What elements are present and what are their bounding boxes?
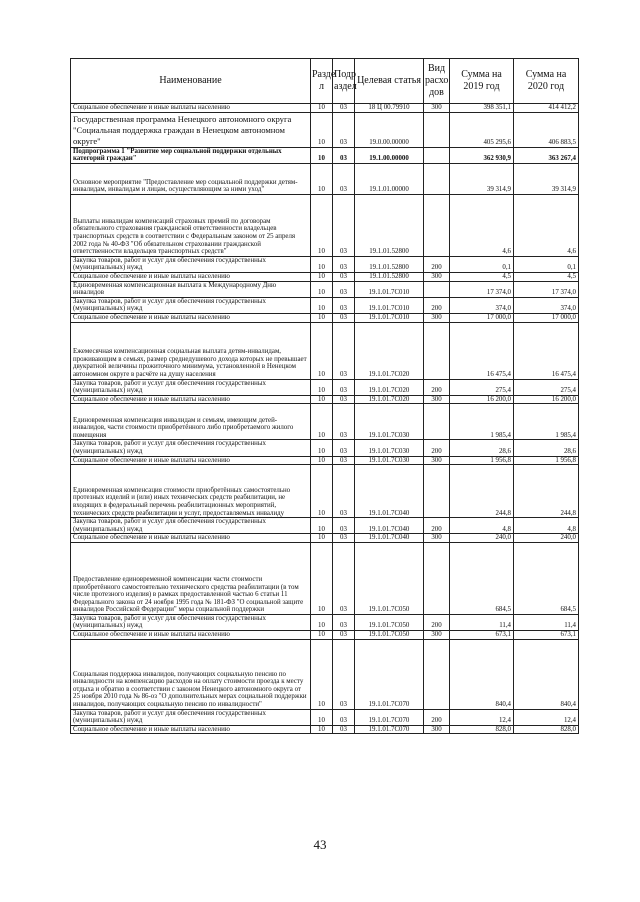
table-row bbox=[71, 534, 579, 543]
row-name: Единовременная компенсация стоимости приобретённых самостоятельно протезных изделий и (или) иных технических средств реабилитации, не входящих в федеральный перечень реабилитационных мероприятий, технических средств реабилитации и услуг, предоставляемых инвалиду bbox=[71, 465, 311, 518]
row-sum-2019: 28,6 bbox=[450, 440, 514, 456]
row-sum-2019: 244,8 bbox=[450, 465, 514, 518]
row-name: Закупка товаров, работ и услуг для обеспечения государственных (муниципальных) нужд bbox=[71, 256, 311, 272]
table-row bbox=[71, 379, 579, 395]
row-name: Закупка товаров, работ и услуг для обеспечения государственных (муниципальных) нужд bbox=[71, 440, 311, 456]
row-section: 10 bbox=[311, 709, 333, 725]
row-name: Социальное обеспечение и иные выплаты населению bbox=[71, 534, 311, 543]
row-sum-2020: 16 200,0 bbox=[514, 395, 579, 404]
row-subsection: 03 bbox=[333, 297, 355, 313]
row-name: Закупка товаров, работ и услуг для обеспечения государственных (муниципальных) нужд bbox=[71, 518, 311, 534]
row-section: 10 bbox=[311, 725, 333, 734]
row-sum-2020: 1 956,8 bbox=[514, 456, 579, 465]
row-exp-type: 200 bbox=[424, 379, 450, 395]
row-exp-type bbox=[424, 465, 450, 518]
col-header-name: Наименование bbox=[71, 59, 311, 104]
row-name: Основное мероприятие "Предоставление мер социальной поддержки детям-инвалидам, инвалидам и лицам, осуществляющим за ними уход" bbox=[71, 163, 311, 194]
col-header-sum-2019: Сумма на 2019 год bbox=[450, 59, 514, 104]
row-name: Ежемесячная компенсационная социальная выплата детям-инвалидам, проживающим в семьях, размер среднедушевого дохода которых не превышает двукратной величины прожиточного минимума, установленной в Ненецком автономном округе в расчёте на душу населения bbox=[71, 322, 311, 379]
row-subsection: 03 bbox=[333, 542, 355, 614]
col-header-sum-2020: Сумма на 2020 год bbox=[514, 59, 579, 104]
row-exp-type: 300 bbox=[424, 395, 450, 404]
row-name: Государственная программа Ненецкого автономного округа "Социальная поддержка граждан в Ненецком автономном округе" bbox=[71, 112, 311, 147]
row-sum-2020: 4,8 bbox=[514, 518, 579, 534]
table-row bbox=[71, 281, 579, 297]
row-sum-2019: 16 475,4 bbox=[450, 322, 514, 379]
row-subsection: 03 bbox=[333, 104, 355, 113]
row-subsection: 03 bbox=[333, 322, 355, 379]
row-exp-type: 300 bbox=[424, 725, 450, 734]
table-row bbox=[71, 631, 579, 640]
row-target: 19.1.01.7С020 bbox=[355, 379, 424, 395]
row-sum-2019: 840,4 bbox=[450, 639, 514, 709]
row-name: Социальное обеспечение и иные выплаты населению bbox=[71, 272, 311, 281]
budget-table bbox=[70, 58, 579, 734]
row-target: 18 Ц 00.79910 bbox=[355, 104, 424, 113]
row-exp-type: 300 bbox=[424, 104, 450, 113]
row-target: 19.1.01.7С030 bbox=[355, 404, 424, 440]
row-sum-2019: 828,0 bbox=[450, 725, 514, 734]
row-section: 10 bbox=[311, 322, 333, 379]
row-sum-2019: 4,8 bbox=[450, 518, 514, 534]
row-exp-type bbox=[424, 639, 450, 709]
row-subsection: 03 bbox=[333, 112, 355, 147]
table-row bbox=[71, 297, 579, 313]
row-name: Социальное обеспечение и иные выплаты населению bbox=[71, 104, 311, 113]
row-sum-2020: 12,4 bbox=[514, 709, 579, 725]
row-subsection: 03 bbox=[333, 379, 355, 395]
row-subsection: 03 bbox=[333, 147, 355, 163]
row-target: 19.1.01.7С010 bbox=[355, 281, 424, 297]
col-header-target: Целевая статья bbox=[355, 59, 424, 104]
row-sum-2019: 275,4 bbox=[450, 379, 514, 395]
row-subsection: 03 bbox=[333, 272, 355, 281]
row-subsection: 03 bbox=[333, 163, 355, 194]
row-subsection: 03 bbox=[333, 456, 355, 465]
row-section: 10 bbox=[311, 404, 333, 440]
row-sum-2020: 673,1 bbox=[514, 631, 579, 640]
row-sum-2020: 414 412,2 bbox=[514, 104, 579, 113]
row-target: 19.1.01.7С020 bbox=[355, 395, 424, 404]
row-sum-2020: 17 374,0 bbox=[514, 281, 579, 297]
row-exp-type: 300 bbox=[424, 272, 450, 281]
row-subsection: 03 bbox=[333, 281, 355, 297]
row-target: 19.1.01.7С070 bbox=[355, 725, 424, 734]
row-section: 10 bbox=[311, 112, 333, 147]
table-row bbox=[71, 542, 579, 614]
row-sum-2020: 28,6 bbox=[514, 440, 579, 456]
row-target: 19.1.01.7С020 bbox=[355, 322, 424, 379]
row-sum-2020: 16 475,4 bbox=[514, 322, 579, 379]
row-name: Социальное обеспечение и иные выплаты населению bbox=[71, 631, 311, 640]
row-exp-type: 200 bbox=[424, 297, 450, 313]
col-header-exp-type: Вид расхо дов bbox=[424, 59, 450, 104]
row-section: 10 bbox=[311, 542, 333, 614]
row-name: Социальная поддержка инвалидов, получающих социальную пенсию по инвалидности на компенсацию расходов на оплату стоимости проезда к месту отдыха и обратно в соответствии с законом Ненецкого автономного округа от 25 ноября 2010 года № 86-оз "О дополнительных мерах социальной поддержки инвалидов, получающих социальную пенсию по инвалидности" bbox=[71, 639, 311, 709]
row-exp-type bbox=[424, 194, 450, 256]
row-name: Закупка товаров, работ и услуг для обеспечения государственных (муниципальных) нужд bbox=[71, 379, 311, 395]
row-subsection: 03 bbox=[333, 404, 355, 440]
row-section: 10 bbox=[311, 639, 333, 709]
row-target: 19.1.01.52800 bbox=[355, 194, 424, 256]
row-sum-2020: 363 267,4 bbox=[514, 147, 579, 163]
row-sum-2019: 39 314,9 bbox=[450, 163, 514, 194]
row-section: 10 bbox=[311, 440, 333, 456]
row-sum-2019: 0,1 bbox=[450, 256, 514, 272]
row-name: Социальное обеспечение и иные выплаты населению bbox=[71, 725, 311, 734]
table-row bbox=[71, 256, 579, 272]
row-target: 19.1.01.00000 bbox=[355, 163, 424, 194]
row-exp-type: 200 bbox=[424, 256, 450, 272]
row-target: 19.1.01.7С050 bbox=[355, 631, 424, 640]
row-name: Закупка товаров, работ и услуг для обеспечения государственных (муниципальных) нужд bbox=[71, 297, 311, 313]
row-sum-2020: 1 985,4 bbox=[514, 404, 579, 440]
row-subsection: 03 bbox=[333, 256, 355, 272]
row-target: 19.1.01.7С070 bbox=[355, 709, 424, 725]
row-name: Закупка товаров, работ и услуг для обеспечения государственных (муниципальных) нужд bbox=[71, 709, 311, 725]
row-sum-2020: 275,4 bbox=[514, 379, 579, 395]
row-subsection: 03 bbox=[333, 639, 355, 709]
row-section: 10 bbox=[311, 395, 333, 404]
row-name: Предоставление единовременной компенсации части стоимости приобретённого самостоятельно технического средства реабилитации (в том числе протезного изделия) в рамках предоставленной частью 6 статьи 11 Федерального закона от 24 ноября 1995 года № 181-ФЗ "О социальной защите инвалидов Российской Федерации" меры социальной поддержки bbox=[71, 542, 311, 614]
row-exp-type: 300 bbox=[424, 313, 450, 322]
row-name: Единовременная компенсация инвалидам и семьям, имеющим детей-инвалидов, части стоимости приобретённого либо приобретаемого жилого помещения bbox=[71, 404, 311, 440]
row-subsection: 03 bbox=[333, 395, 355, 404]
row-subsection: 03 bbox=[333, 534, 355, 543]
col-header-subsection: Подр аздел bbox=[333, 59, 355, 104]
row-target: 19.1.01.7С010 bbox=[355, 313, 424, 322]
table-row bbox=[71, 194, 579, 256]
row-section: 10 bbox=[311, 518, 333, 534]
row-exp-type bbox=[424, 147, 450, 163]
table-row bbox=[71, 456, 579, 465]
table-header-row bbox=[71, 59, 579, 104]
row-name: Выплаты инвалидам компенсаций страховых премий по договорам обязательного страхования гражданской ответственности владельцев транспортных средств в соответствии с Федеральным законом от 25 апреля 2002 года № 40-ФЗ "Об обязательном страховании гражданской ответственности владельцев транспортных средств" bbox=[71, 194, 311, 256]
table-row bbox=[71, 404, 579, 440]
row-exp-type: 200 bbox=[424, 709, 450, 725]
row-sum-2019: 11,4 bbox=[450, 614, 514, 630]
row-sum-2020: 244,8 bbox=[514, 465, 579, 518]
row-section: 10 bbox=[311, 297, 333, 313]
row-sum-2020: 374,0 bbox=[514, 297, 579, 313]
row-subsection: 03 bbox=[333, 313, 355, 322]
row-sum-2020: 0,1 bbox=[514, 256, 579, 272]
row-section: 10 bbox=[311, 379, 333, 395]
row-target: 19.1.00.00000 bbox=[355, 147, 424, 163]
row-section: 10 bbox=[311, 147, 333, 163]
row-target: 19.0.00.00000 bbox=[355, 112, 424, 147]
table-row bbox=[71, 112, 579, 147]
row-sum-2019: 398 351,1 bbox=[450, 104, 514, 113]
row-subsection: 03 bbox=[333, 725, 355, 734]
row-subsection: 03 bbox=[333, 518, 355, 534]
row-sum-2019: 240,0 bbox=[450, 534, 514, 543]
row-section: 10 bbox=[311, 534, 333, 543]
row-sum-2019: 1 985,4 bbox=[450, 404, 514, 440]
row-subsection: 03 bbox=[333, 631, 355, 640]
table-row bbox=[71, 313, 579, 322]
table-row bbox=[71, 322, 579, 379]
row-section: 10 bbox=[311, 281, 333, 297]
row-sum-2020: 17 000,0 bbox=[514, 313, 579, 322]
row-sum-2019: 4,5 bbox=[450, 272, 514, 281]
row-target: 19.1.01.7С030 bbox=[355, 456, 424, 465]
row-section: 10 bbox=[311, 272, 333, 281]
row-subsection: 03 bbox=[333, 465, 355, 518]
row-sum-2019: 1 956,8 bbox=[450, 456, 514, 465]
row-sum-2020: 684,5 bbox=[514, 542, 579, 614]
row-sum-2019: 362 930,9 bbox=[450, 147, 514, 163]
row-section: 10 bbox=[311, 313, 333, 322]
row-subsection: 03 bbox=[333, 194, 355, 256]
table-row bbox=[71, 440, 579, 456]
row-target: 19.1.01.52800 bbox=[355, 272, 424, 281]
table-row bbox=[71, 147, 579, 163]
row-sum-2020: 240,0 bbox=[514, 534, 579, 543]
row-sum-2020: 4,5 bbox=[514, 272, 579, 281]
row-exp-type bbox=[424, 281, 450, 297]
row-target: 19.1.01.7С040 bbox=[355, 534, 424, 543]
row-exp-type bbox=[424, 404, 450, 440]
table-row bbox=[71, 614, 579, 630]
table-row bbox=[71, 725, 579, 734]
row-name: Закупка товаров, работ и услуг для обеспечения государственных (муниципальных) нужд bbox=[71, 614, 311, 630]
table-row bbox=[71, 709, 579, 725]
row-exp-type: 200 bbox=[424, 518, 450, 534]
row-sum-2020: 840,4 bbox=[514, 639, 579, 709]
row-section: 10 bbox=[311, 631, 333, 640]
row-sum-2019: 405 295,6 bbox=[450, 112, 514, 147]
row-sum-2019: 12,4 bbox=[450, 709, 514, 725]
row-target: 19.1.01.7С050 bbox=[355, 542, 424, 614]
row-subsection: 03 bbox=[333, 709, 355, 725]
row-exp-type bbox=[424, 542, 450, 614]
row-exp-type: 200 bbox=[424, 614, 450, 630]
row-target: 19.1.01.7С010 bbox=[355, 297, 424, 313]
table-body bbox=[71, 104, 579, 734]
row-sum-2019: 17 374,0 bbox=[450, 281, 514, 297]
row-section: 10 bbox=[311, 194, 333, 256]
table-row bbox=[71, 465, 579, 518]
row-sum-2020: 828,0 bbox=[514, 725, 579, 734]
table-row bbox=[71, 163, 579, 194]
row-target: 19.1.01.7С050 bbox=[355, 614, 424, 630]
row-target: 19.1.01.7С030 bbox=[355, 440, 424, 456]
row-section: 10 bbox=[311, 614, 333, 630]
row-sum-2020: 39 314,9 bbox=[514, 163, 579, 194]
row-sum-2019: 374,0 bbox=[450, 297, 514, 313]
table-row bbox=[71, 272, 579, 281]
row-name: Социальное обеспечение и иные выплаты населению bbox=[71, 313, 311, 322]
table-row bbox=[71, 104, 579, 113]
row-section: 10 bbox=[311, 456, 333, 465]
row-target: 19.1.01.52800 bbox=[355, 256, 424, 272]
row-name: Единовременная компенсационная выплата к Международному Дню инвалидов bbox=[71, 281, 311, 297]
table-row bbox=[71, 639, 579, 709]
row-sum-2019: 684,5 bbox=[450, 542, 514, 614]
row-sum-2019: 17 000,0 bbox=[450, 313, 514, 322]
row-exp-type: 300 bbox=[424, 456, 450, 465]
row-target: 19.1.01.7С070 bbox=[355, 639, 424, 709]
row-sum-2019: 673,1 bbox=[450, 631, 514, 640]
row-exp-type: 300 bbox=[424, 534, 450, 543]
row-name: Социальное обеспечение и иные выплаты населению bbox=[71, 395, 311, 404]
row-section: 10 bbox=[311, 256, 333, 272]
row-sum-2020: 4,6 bbox=[514, 194, 579, 256]
col-header-section: Разде л bbox=[311, 59, 333, 104]
row-target: 19.1.01.7С040 bbox=[355, 518, 424, 534]
row-exp-type bbox=[424, 112, 450, 147]
row-section: 10 bbox=[311, 465, 333, 518]
table-row bbox=[71, 518, 579, 534]
table-row bbox=[71, 395, 579, 404]
page-number: 43 bbox=[313, 837, 327, 852]
row-subsection: 03 bbox=[333, 614, 355, 630]
row-sum-2020: 406 883,5 bbox=[514, 112, 579, 147]
row-sum-2020: 11,4 bbox=[514, 614, 579, 630]
row-exp-type: 200 bbox=[424, 440, 450, 456]
row-name: Социальное обеспечение и иные выплаты населению bbox=[71, 456, 311, 465]
row-sum-2019: 4,6 bbox=[450, 194, 514, 256]
row-sum-2019: 16 200,0 bbox=[450, 395, 514, 404]
row-target: 19.1.01.7С040 bbox=[355, 465, 424, 518]
row-name: Подпрограмма 1 "Развитие мер социальной поддержки отдельных категорий граждан" bbox=[71, 147, 311, 163]
row-section: 10 bbox=[311, 104, 333, 113]
row-section: 10 bbox=[311, 163, 333, 194]
row-exp-type bbox=[424, 163, 450, 194]
row-subsection: 03 bbox=[333, 440, 355, 456]
row-exp-type bbox=[424, 322, 450, 379]
row-exp-type: 300 bbox=[424, 631, 450, 640]
